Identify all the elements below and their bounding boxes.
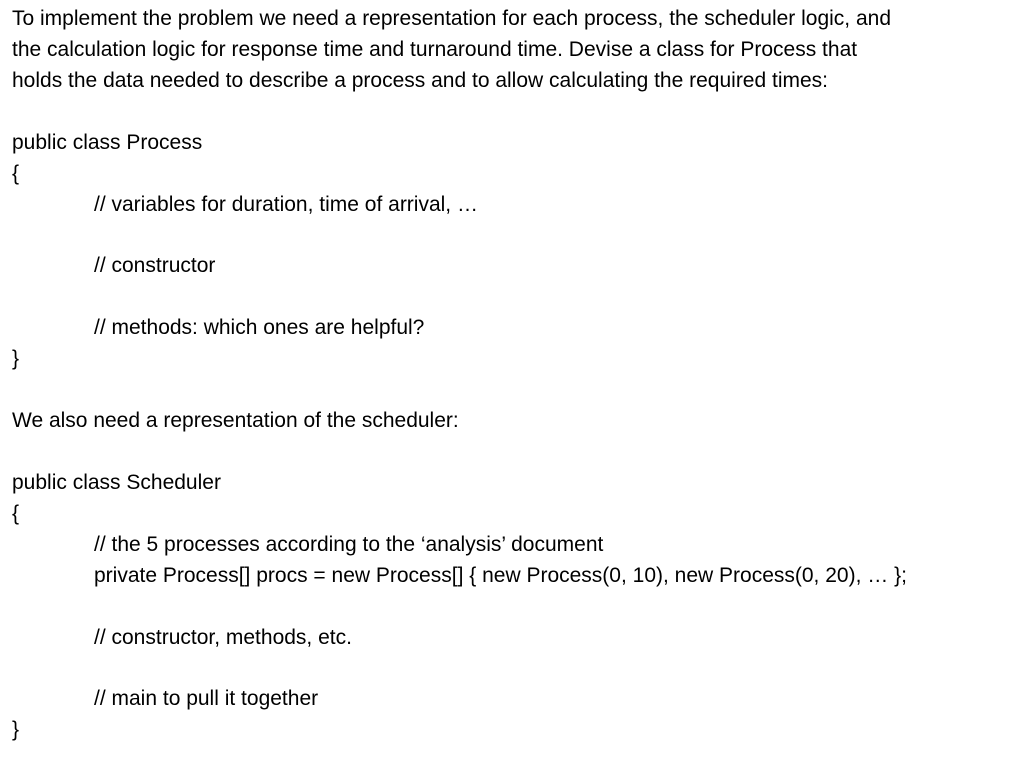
- scheduler-intro-text: We also need a representation of the scheduler:: [12, 409, 459, 432]
- process-class-header: public class Process: [12, 131, 203, 154]
- intro-line-2: the calculation logic for response time and turnaround time. Devise a class for Process that: [12, 38, 858, 61]
- process-comment-constructor: // constructor: [94, 254, 216, 277]
- process-comment-variables: // variables for duration, time of arrival, …: [94, 193, 478, 216]
- scheduler-open-brace: {: [12, 502, 20, 525]
- process-comment-methods: // methods: which ones are helpful?: [94, 316, 425, 339]
- process-open-brace: {: [12, 162, 20, 185]
- scheduler-procs-declaration: private Process[] procs = new Process[] { new Process(0, 10), new Process(0, 20), … };: [94, 564, 907, 587]
- intro-line-3: holds the data needed to describe a process and to allow calculating the required times:: [12, 69, 829, 92]
- intro-line-1: To implement the problem we need a representation for each process, the scheduler logic, and: [12, 7, 892, 30]
- scheduler-comment-main: // main to pull it together: [94, 687, 319, 710]
- scheduler-comment-processes: // the 5 processes according to the ‘analysis’ document: [94, 533, 604, 556]
- scheduler-close-brace: }: [12, 718, 20, 741]
- scheduler-comment-constructor: // constructor, methods, etc.: [94, 626, 352, 649]
- process-close-brace: }: [12, 347, 20, 370]
- scheduler-class-header: public class Scheduler: [12, 471, 221, 494]
